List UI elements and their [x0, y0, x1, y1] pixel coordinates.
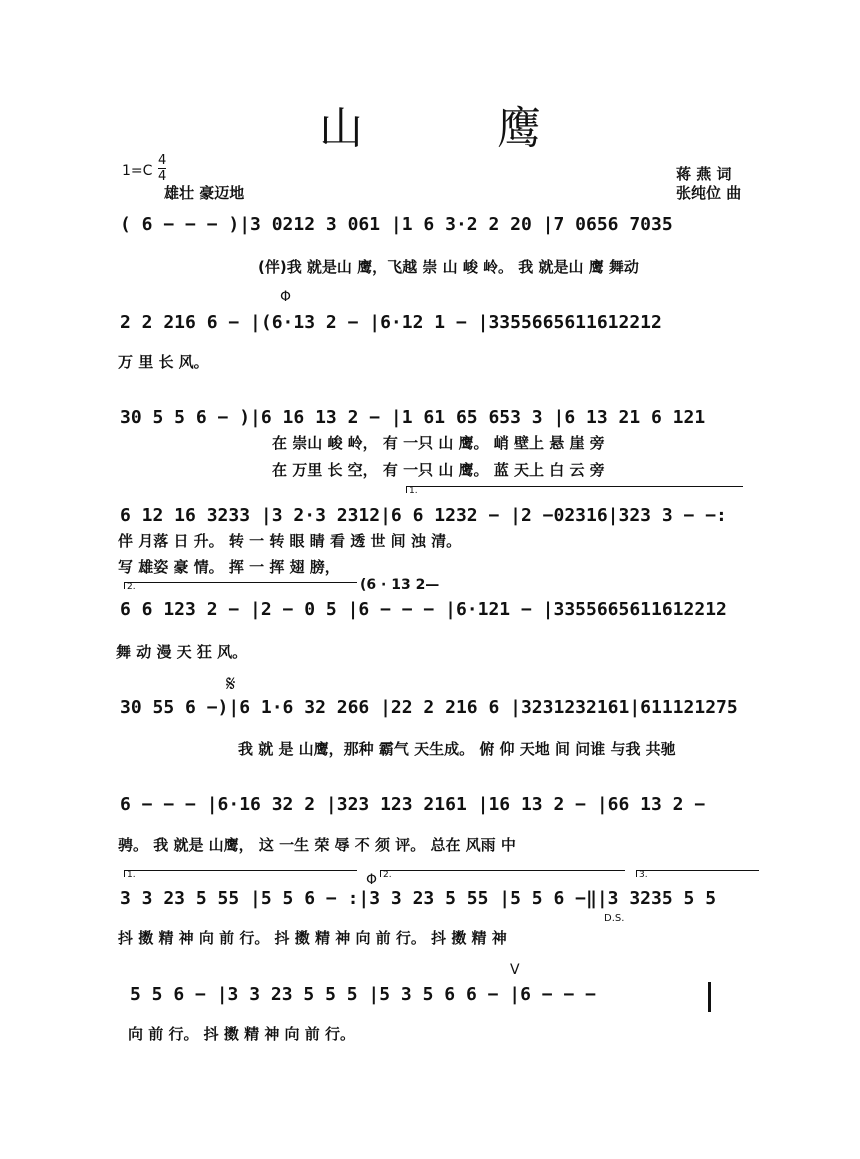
volta-3-label: 3. — [639, 870, 648, 880]
lyricist-credit: 蒋 燕 词 — [676, 165, 732, 183]
volta-2b-bracket — [380, 870, 625, 880]
lyric-line-3a: 在 崇山 峻 岭， 有 一只 山 鹰。 峭 壁上 悬 崖 旁 — [272, 434, 605, 452]
notation-line-6: 30 55 6 −)|6 1·6 32 266 |22 2 216 6 |3231232161|611121275 — [120, 697, 738, 718]
lyric-line-8: 抖 擞 精 神 向 前 行。 抖 擞 精 神 向 前 行。 抖 擞 精 神 — [118, 929, 507, 947]
volta-2b-label: 2. — [383, 870, 392, 880]
notation-line-5: 6 6 123 2 − |2 − 0 5 |6 − − − |6·121 − |3355665611612212 — [120, 599, 727, 620]
time-signature — [158, 153, 166, 184]
lyric-line-4a: 伴 月落 日 升。 转 一 转 眼 睛 看 透 世 间 浊 清。 — [118, 532, 462, 550]
lyric-line-7: 骋。 我 就是 山鹰， 这 一生 荣 辱 不 须 评。 总在 风雨 中 — [118, 836, 516, 854]
meter-bottom: 4 — [158, 169, 167, 184]
volta-2-bracket — [124, 582, 357, 592]
notation-line-1: ( 6 − − − )|3 0212 3 061 |1 6 3·2 2 20 |7 0656 7035 — [120, 214, 673, 235]
meter-top: 4 — [158, 153, 167, 168]
dal-segno-mark: D.S. — [604, 913, 625, 924]
notation-line-8: 3 3 23 5 55 |5 5 6 − :|3 3 23 5 55 |5 5 6 −‖|3 3235 5 5 — [120, 888, 717, 909]
volta-1b-bracket — [124, 870, 357, 880]
notation-line-4: 6 12 16 3233 |3 2·3 2312|6 6 1232 − |2 −02316|323 3 − −: — [120, 505, 727, 526]
intro-cue: (6 · 13 2— — [360, 577, 440, 593]
notation-line-2: 2 2 216 6 − |(6·13 2 − |6·12 1 − |3355665611612212 — [120, 312, 662, 333]
volta-1b-label: 1. — [127, 870, 136, 880]
tempo-marking: 雄壮 豪迈地 — [164, 184, 245, 202]
volta-3-bracket — [636, 870, 759, 880]
volta-2-label: 2. — [127, 582, 136, 592]
lyric-line-4b: 写 雄姿 豪 情。 挥 一 挥 翅 膀， — [118, 558, 340, 576]
lyric-line-1: (伴)我 就是山 鹰，飞越 崇 山 峻 岭。 我 就是山 鹰 舞动 — [258, 258, 639, 276]
notation-line-7: 6 − − − |6·16 32 2 |323 123 2161 |16 13 2 − |66 13 2 − — [120, 794, 706, 815]
key-signature: 1=C — [122, 163, 153, 179]
volta-1-bracket — [406, 486, 743, 496]
lyric-line-9: 向 前 行。 抖 擞 精 神 向 前 行。 — [128, 1025, 356, 1043]
coda-mark-2: Φ — [366, 872, 378, 888]
composer-credit: 张纯位 曲 — [676, 184, 742, 202]
breath-mark: V — [510, 962, 520, 978]
volta-1-label: 1. — [409, 486, 418, 496]
lyric-line-5: 舞 动 漫 天 狂 风。 — [116, 643, 248, 661]
page-title: 山 鹰 — [319, 103, 601, 154]
final-barline — [708, 982, 711, 1012]
lyric-line-6: 我 就 是 山鹰，那种 霸气 天生成。 俯 仰 天地 间 问谁 与我 共驰 — [238, 740, 676, 758]
lyric-line-3b: 在 万里 长 空， 有 一只 山 鹰。 蓝 天上 白 云 旁 — [272, 461, 605, 479]
lyric-line-2: 万 里 长 风。 — [118, 353, 209, 371]
notation-line-3: 30 5 5 6 − )|6 16 13 2 − |1 61 65 653 3 |6 13 21 6 121 — [120, 407, 706, 428]
coda-mark: Φ — [280, 289, 292, 305]
notation-line-9: 5 5 6 − |3 3 23 5 5 5 |5 3 5 6 6 − |6 − − − — [130, 984, 596, 1005]
segno-mark: 𝄋 — [226, 672, 236, 697]
